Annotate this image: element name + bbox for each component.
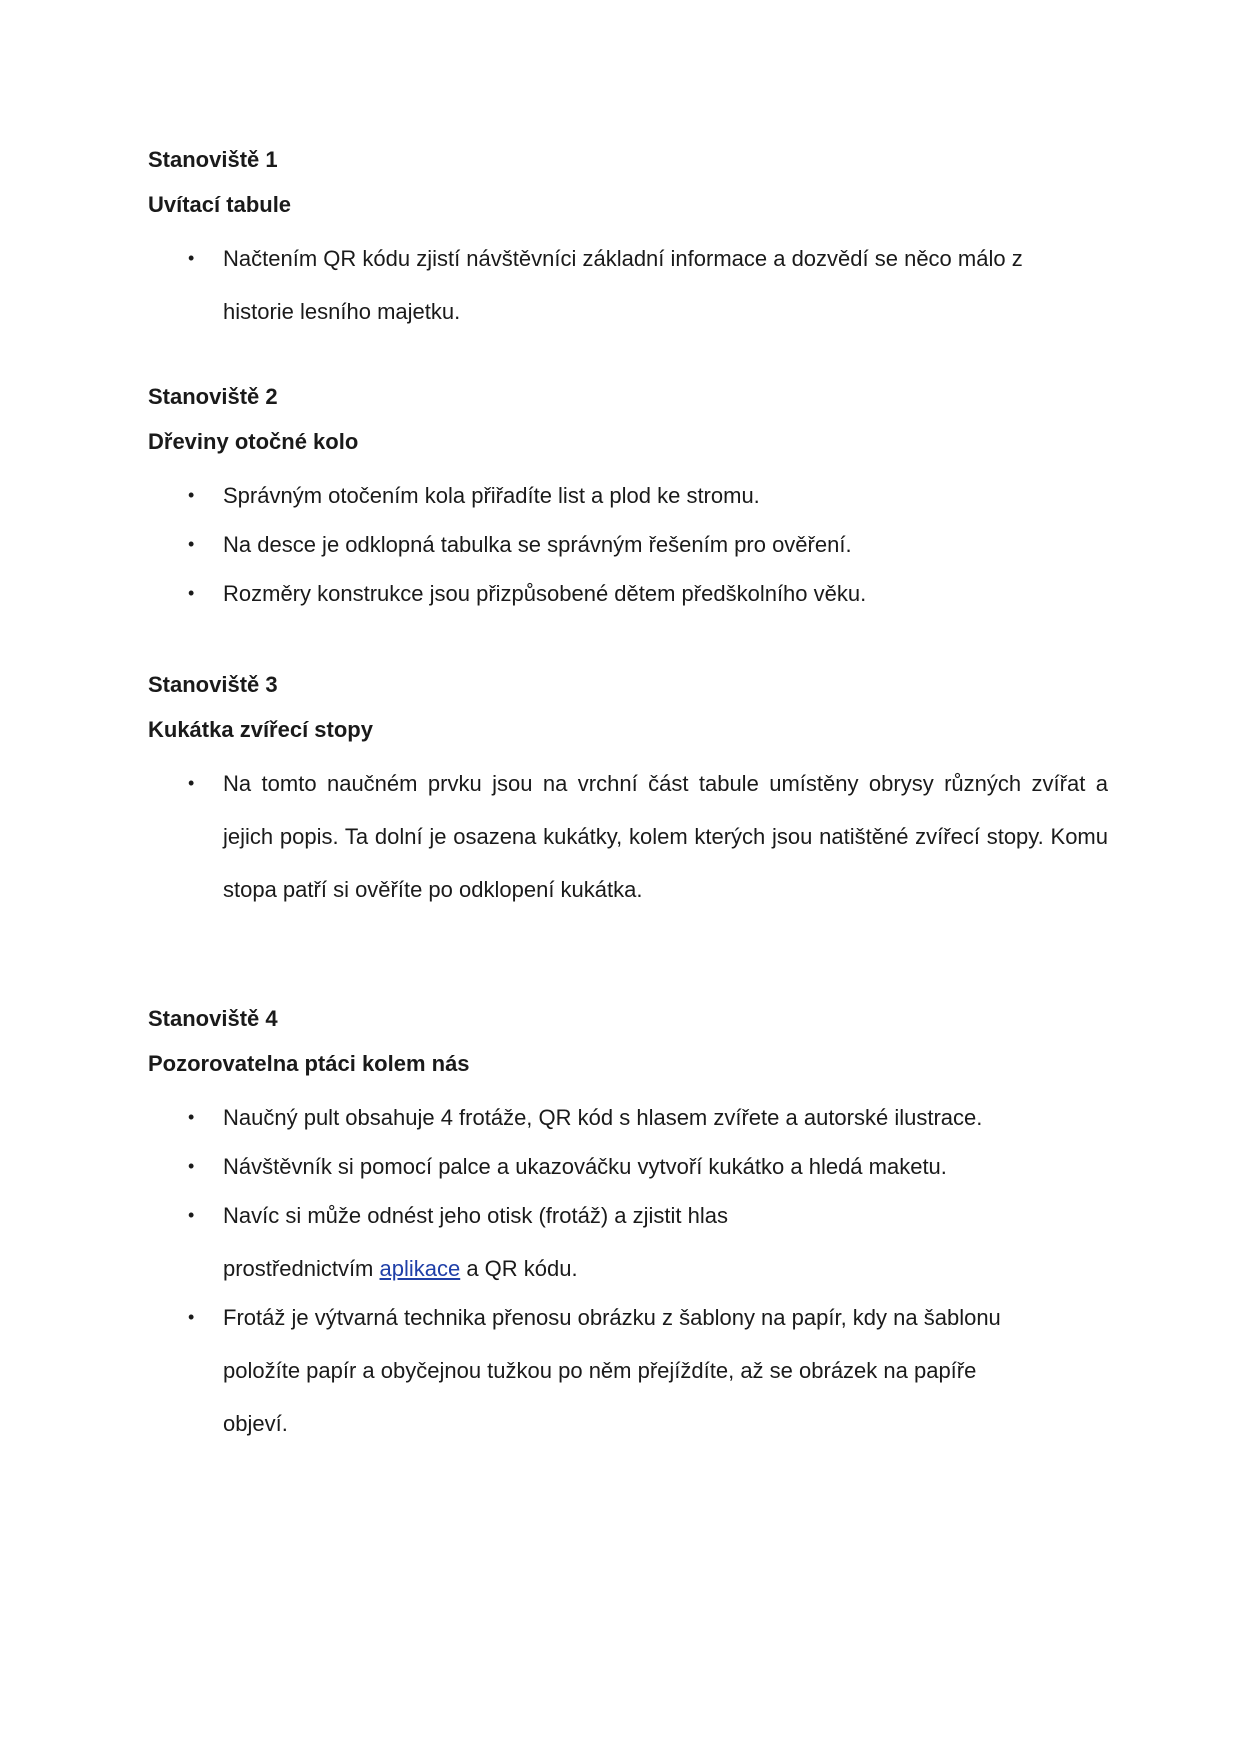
- list-item: [148, 1189, 1108, 1295]
- bullet-list: [148, 232, 1078, 338]
- station-title: Dřeviny otočné kolo: [148, 429, 359, 454]
- list-item-text: Návštěvník si pomocí palce a ukazováčku vytvoří kukátko a hledá maketu.: [223, 1154, 947, 1179]
- station-4: [148, 1006, 1108, 1450]
- bullet-icon: •: [188, 773, 195, 793]
- bullet-icon: •: [188, 583, 195, 603]
- bullet-icon: •: [188, 1307, 195, 1327]
- station-2: [148, 384, 1108, 620]
- station-label: Stanoviště 3: [148, 672, 278, 697]
- list-item: [148, 1140, 1108, 1193]
- app-link[interactable]: aplikace: [379, 1256, 461, 1281]
- station-title: Uvítací tabule: [148, 192, 292, 217]
- bullet-icon: •: [188, 1205, 195, 1225]
- station-label: Stanoviště 2: [148, 384, 278, 409]
- list-item-text: prostřednictvím: [223, 1256, 380, 1281]
- bullet-icon: •: [188, 485, 195, 505]
- list-item: [148, 232, 1078, 338]
- station-title: Kukátka zvířecí stopy: [148, 717, 373, 742]
- bullet-icon: •: [188, 1156, 195, 1176]
- bullet-icon: •: [188, 1107, 195, 1127]
- station-title: Pozorovatelna ptáci kolem nás: [148, 1051, 470, 1076]
- list-item-text: Na desce je odklopná tabulka se správným řešením pro ověření.: [223, 532, 852, 557]
- station-1: [148, 147, 1108, 338]
- list-item: [148, 1091, 1108, 1144]
- list-item: [148, 469, 1108, 522]
- list-item-text: Frotáž je výtvarná technika přenosu obrázku z šablony na papír, kdy na šablonu položíte papír a obyčejnou tužkou po něm přejíždíte, až se obrázek na papíře objeví.: [223, 1305, 1001, 1436]
- list-item-text: a QR kódu.: [460, 1256, 578, 1281]
- bullet-icon: •: [188, 248, 195, 268]
- list-item: [148, 1291, 1043, 1450]
- list-item-text: Načtením QR kódu zjistí návštěvníci základní informace a dozvědí se něco málo z historie lesního majetku.: [223, 246, 1023, 324]
- station-label: Stanoviště 4: [148, 1006, 278, 1031]
- station-label: Stanoviště 1: [148, 147, 278, 172]
- list-item-text: Naučný pult obsahuje 4 frotáže, QR kód s hlasem zvířete a autorské ilustrace.: [223, 1105, 983, 1130]
- station-3: [148, 672, 1108, 916]
- bullet-list: [148, 757, 1108, 916]
- bullet-list: [148, 469, 1108, 620]
- bullet-icon: •: [188, 534, 195, 554]
- list-item: [148, 757, 1108, 916]
- bullet-list: [148, 1091, 1108, 1450]
- list-item-text: Správným otočením kola přiřadíte list a plod ke stromu.: [223, 483, 760, 508]
- list-item-text: Rozměry konstrukce jsou přizpůsobené dětem předškolního věku.: [223, 581, 867, 606]
- list-item-text: Navíc si může odnést jeho otisk (frotáž) a zjistit hlas: [223, 1203, 728, 1228]
- list-item: [148, 518, 1108, 571]
- list-item-text: Na tomto naučném prvku jsou na vrchní část tabule umístěny obrysy různých zvířat a jejich popis. Ta dolní je osazena kukátky, kolem kterých jsou natištěné zvířecí stopy. Komu stopa patří si ověříte po odklopení kukátka.: [223, 771, 1108, 902]
- list-item: [148, 567, 1108, 620]
